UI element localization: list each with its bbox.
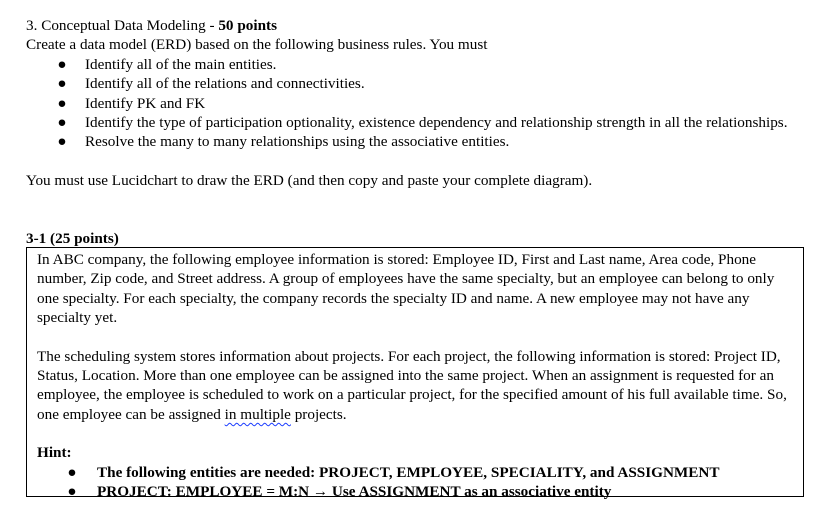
- bullet-icon: ●: [57, 114, 67, 132]
- title-prefix: 3. Conceptual Data Modeling -: [26, 17, 219, 34]
- list-item: ● Resolve the many to many relationships using the associative entities.: [57, 133, 510, 151]
- spacer: [26, 152, 810, 171]
- grammar-marked-text: in multiple: [224, 405, 291, 423]
- section-title: 3-1 (25 points): [26, 230, 119, 247]
- list-item: ● Identify all of the relations and connectivities.: [57, 75, 365, 93]
- spacer: [37, 424, 797, 443]
- bullet-icon: ●: [67, 483, 77, 501]
- bullet-icon: ●: [67, 463, 77, 481]
- bullet-icon: ●: [57, 75, 67, 93]
- question-header: [26, 16, 810, 190]
- scenario-box: [26, 247, 804, 501]
- paragraph-projects: The scheduling system stores information about projects. For each project, the following information is stored: Project ID, Status, Location. More than one employee can be assigned into the same project. When an assignment is requested for an employee, the employee is scheduled to work on a particular project, for the specified amount of his full available time. So, one employee can be assigned in multiple projects.: [37, 347, 787, 423]
- hint-list: [37, 463, 797, 502]
- list-item: ● The following entities are needed: PROJECT, EMPLOYEE, SPECIALITY, and ASSIGNMENT: [67, 463, 720, 481]
- list-item: ● Identify the type of participation optionality, existence dependency and relationship strength in all the relationships.: [57, 114, 788, 132]
- scenario-content: [37, 250, 797, 501]
- hint-label: Hint:: [37, 444, 72, 462]
- instruction-text: Create a data model (ERD) based on the following business rules. You must: [26, 36, 488, 54]
- bullet-icon: ●: [57, 55, 67, 73]
- requirements-list: [26, 55, 810, 152]
- list-item: ● Identify all of the main entities.: [57, 55, 277, 73]
- list-item: ● PROJECT: EMPLOYEE = M:N → Use ASSIGNMENT as an associative entity: [67, 483, 612, 501]
- paragraph-employees: In ABC company, the following employee information is stored: Employee ID, First and Last name, Area code, Phone number, Zip code, and Street address. A group of employees have the same specialty, but an employee can belong to only one specialty. For each specialty, the company records the specialty ID and name. A new employee may not have any specialty yet.: [37, 251, 775, 327]
- spacer: [37, 328, 797, 347]
- lucidchart-note: You must use Lucidchart to draw the ERD (and then copy and paste your complete diagram).: [26, 171, 593, 189]
- bullet-icon: ●: [57, 133, 67, 151]
- title-points: 50 points: [218, 17, 277, 34]
- question-title: [26, 16, 810, 35]
- list-item: ● Identify PK and FK: [57, 94, 206, 112]
- bullet-icon: ●: [57, 94, 67, 112]
